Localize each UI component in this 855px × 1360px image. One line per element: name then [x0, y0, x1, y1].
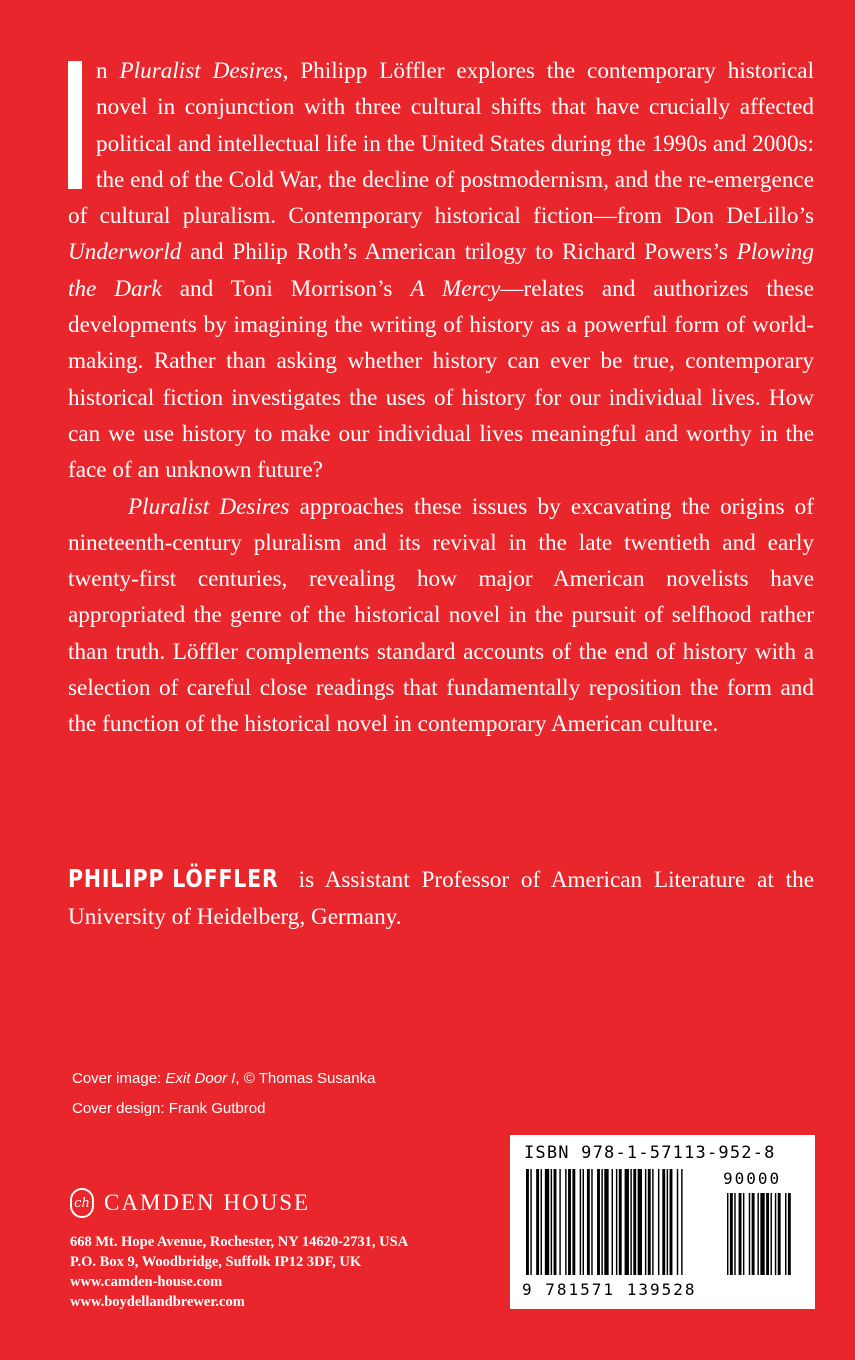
- cover-design-credit: Cover design: Frank Gutbrod: [72, 1100, 266, 1117]
- blurb-text: and Philip Roth’s American trilogy to Richard Powers’s: [181, 239, 737, 266]
- blurb-text: —relates and authorizes these developments by imagining the writing of history as a powerful form of world-making. Rather than asking whether history can ever be true, contemporary historical fiction investigates the uses of history for our individual lives. How can we use history to make our individual lives meaningful and worthy in the face of an unknown future?: [68, 275, 814, 484]
- artwork-title: Exit Door I: [165, 1070, 236, 1087]
- cover-image-credit: [72, 1064, 375, 1094]
- drop-cap-i: [68, 61, 82, 189]
- credit-artist: , © Thomas Susanka: [235, 1070, 376, 1087]
- url-boydell-brewer[interactable]: www.boydellandbrewer.com: [70, 1294, 245, 1310]
- camden-house-logo-icon: ch: [70, 1188, 94, 1218]
- work-title: A Mercy: [410, 275, 501, 302]
- address-uk: P.O. Box 9, Woodbridge, Suffolk IP12 3DF, UK: [70, 1254, 362, 1270]
- work-title: Plowing the Dark: [68, 239, 814, 302]
- publisher-name: CAMDEN HOUSE: [104, 1190, 311, 1215]
- book-title: Pluralist Desires: [128, 493, 290, 520]
- blurb-text: approaches these issues by excavating the origins of nineteenth-century pluralism and its revival in the late twentieth and early twenty-first centuries, revealing how major American novelists have appropriated the genre of the historical novel in the pursuit of selfhood rather than truth. Löffler complements standard accounts of the end of history with a selection of careful close readings that fundamentally reposition the form and the function of the historical novel in contemporary American culture.: [68, 493, 814, 738]
- author-bio: [68, 860, 814, 936]
- barcode-addon-digits: 90000: [723, 1169, 782, 1188]
- blurb-paragraph-2: [68, 489, 814, 743]
- address-usa: 668 Mt. Hope Avenue, Rochester, NY 14620-2731, USA: [70, 1234, 409, 1250]
- blurb-text: n: [96, 58, 120, 84]
- publisher-addresses: [70, 1232, 490, 1312]
- work-title: Underworld: [68, 239, 182, 266]
- author-bio-text: is Assistant Professor of American Literature at the University of Heidelberg, Germany.: [68, 867, 814, 930]
- url-camden-house[interactable]: www.camden-house.com: [70, 1274, 223, 1290]
- description-blurb: [68, 53, 814, 743]
- barcode-digits: 9 781571 139528: [522, 1280, 697, 1299]
- publisher-block: [70, 1186, 490, 1312]
- blurb-text: , Philipp Löffler explores the contemporary historical novel in conjunction with three cultural shifts that have crucially affected political and intellectual life in the United States during the 1990s and 2000s: the end of the Cold War, the decline of postmodernism, and the re-emergence of cultural pluralism. Contemporary historical fiction—from Don DeLillo’s: [68, 58, 815, 230]
- cover-credits: [72, 1064, 375, 1124]
- publisher-logo: [70, 1186, 490, 1220]
- author-name: PHILIPP LÖFFLER: [68, 864, 279, 893]
- credit-label: Cover image:: [72, 1070, 166, 1087]
- blurb-paragraph-1: [68, 53, 814, 489]
- blurb-text: and Toni Morrison’s: [161, 275, 411, 302]
- isbn-label: ISBN 978-1-57113-952-8: [524, 1143, 776, 1163]
- isbn-barcode: [510, 1135, 815, 1309]
- book-title: Pluralist Desires: [119, 58, 283, 84]
